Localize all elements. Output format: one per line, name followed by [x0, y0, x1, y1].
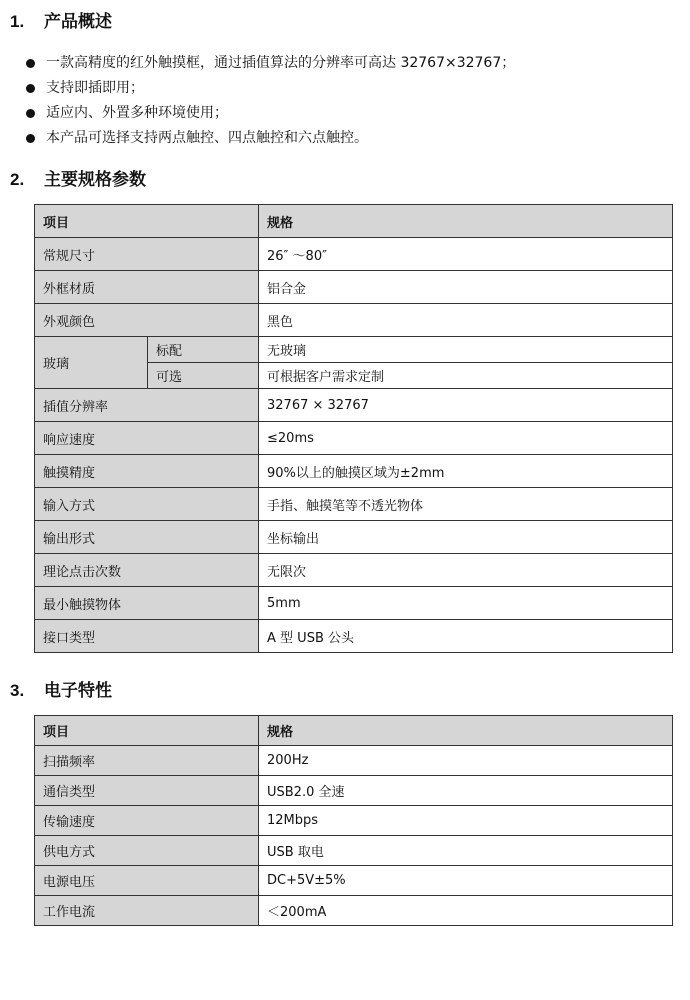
table-header-row: [35, 716, 673, 746]
table-row: [35, 304, 673, 337]
row-value: 5mm: [259, 587, 673, 620]
overview-list: [26, 51, 676, 151]
row-label: 常规尺寸: [35, 238, 259, 271]
bullet-icon: [26, 134, 35, 143]
header-item: 项目: [35, 716, 259, 746]
table-row: [35, 746, 673, 776]
list-item-text: 支持即插即用；: [46, 80, 144, 96]
electrical-table: [34, 715, 673, 926]
section-heading-electrical: [10, 678, 112, 704]
table-row: [35, 836, 673, 866]
table-row: [35, 389, 673, 422]
section-heading-specs: [10, 167, 146, 193]
row-label: 外观颜色: [35, 304, 259, 337]
row-value: 90%以上的触摸区域为±2mm: [259, 455, 673, 488]
list-item: [26, 101, 676, 126]
list-item: [26, 51, 676, 76]
row-label: 供电方式: [35, 836, 259, 866]
bullet-icon: [26, 59, 35, 68]
row-label: 理论点击次数: [35, 554, 259, 587]
table-row: [35, 521, 673, 554]
table-row: [35, 896, 673, 926]
spec-table: [34, 204, 673, 653]
row-label: 接口类型: [35, 620, 259, 653]
row-value: 铝合金: [259, 271, 673, 304]
bullet-icon: [26, 109, 35, 118]
row-label: 扫描频率: [35, 746, 259, 776]
section-title: 电子特性: [44, 681, 112, 701]
row-value: USB2.0 全速: [259, 776, 673, 806]
table-row: [35, 422, 673, 455]
table-row: [35, 587, 673, 620]
section-title: 主要规格参数: [44, 170, 146, 190]
row-label: 插值分辨率: [35, 389, 259, 422]
header-spec: 规格: [259, 205, 673, 238]
table-row: [35, 271, 673, 304]
row-value: DC+5V±5%: [259, 866, 673, 896]
row-sub-label: 标配: [148, 337, 259, 363]
table-header-row: [35, 205, 673, 238]
row-value: ＜200mA: [259, 896, 673, 926]
list-item: [26, 126, 676, 151]
bullet-icon: [26, 84, 35, 93]
row-label: 通信类型: [35, 776, 259, 806]
table-row: [35, 806, 673, 836]
row-value: 黑色: [259, 304, 673, 337]
section-number: 1.: [10, 12, 25, 31]
section-heading-overview: [10, 9, 112, 35]
list-item: [26, 76, 676, 101]
list-item-text: 一款高精度的红外触摸框，通过插值算法的分辨率可高达 32767×32767；: [46, 55, 516, 71]
row-label: 最小触摸物体: [35, 587, 259, 620]
table-row: [35, 554, 673, 587]
row-label: 工作电流: [35, 896, 259, 926]
row-value: USB 取电: [259, 836, 673, 866]
table-row: [35, 455, 673, 488]
row-value: 无限次: [259, 554, 673, 587]
row-label: 响应速度: [35, 422, 259, 455]
row-value: A 型 USB 公头: [259, 620, 673, 653]
table-row: [35, 337, 673, 363]
row-value: 坐标输出: [259, 521, 673, 554]
row-label: 输出形式: [35, 521, 259, 554]
list-item-text: 适应内、外置多种环境使用；: [46, 105, 228, 121]
row-sub-label: 可选: [148, 363, 259, 389]
list-item-text: 本产品可选择支持两点触控、四点触控和六点触控。: [46, 130, 368, 146]
row-label: 电源电压: [35, 866, 259, 896]
row-value: 可根据客户需求定制: [259, 363, 673, 389]
row-value: 26″ ～80″: [259, 238, 673, 271]
row-label: 输入方式: [35, 488, 259, 521]
table-row: [35, 776, 673, 806]
row-label: 外框材质: [35, 271, 259, 304]
section-number: 3.: [10, 681, 25, 700]
table-row: [35, 866, 673, 896]
header-item: 项目: [35, 205, 259, 238]
table-row: [35, 238, 673, 271]
table-row: [35, 488, 673, 521]
row-value: 12Mbps: [259, 806, 673, 836]
row-label: 传输速度: [35, 806, 259, 836]
section-title: 产品概述: [44, 12, 112, 32]
row-value: ≤20ms: [259, 422, 673, 455]
section-number: 2.: [10, 170, 25, 189]
row-value: 手指、触摸笔等不透光物体: [259, 488, 673, 521]
row-value: 200Hz: [259, 746, 673, 776]
row-label: 玻璃: [35, 337, 148, 389]
table-row: [35, 620, 673, 653]
row-value: 无玻璃: [259, 337, 673, 363]
row-value: 32767 × 32767: [259, 389, 673, 422]
header-spec: 规格: [259, 716, 673, 746]
row-label: 触摸精度: [35, 455, 259, 488]
